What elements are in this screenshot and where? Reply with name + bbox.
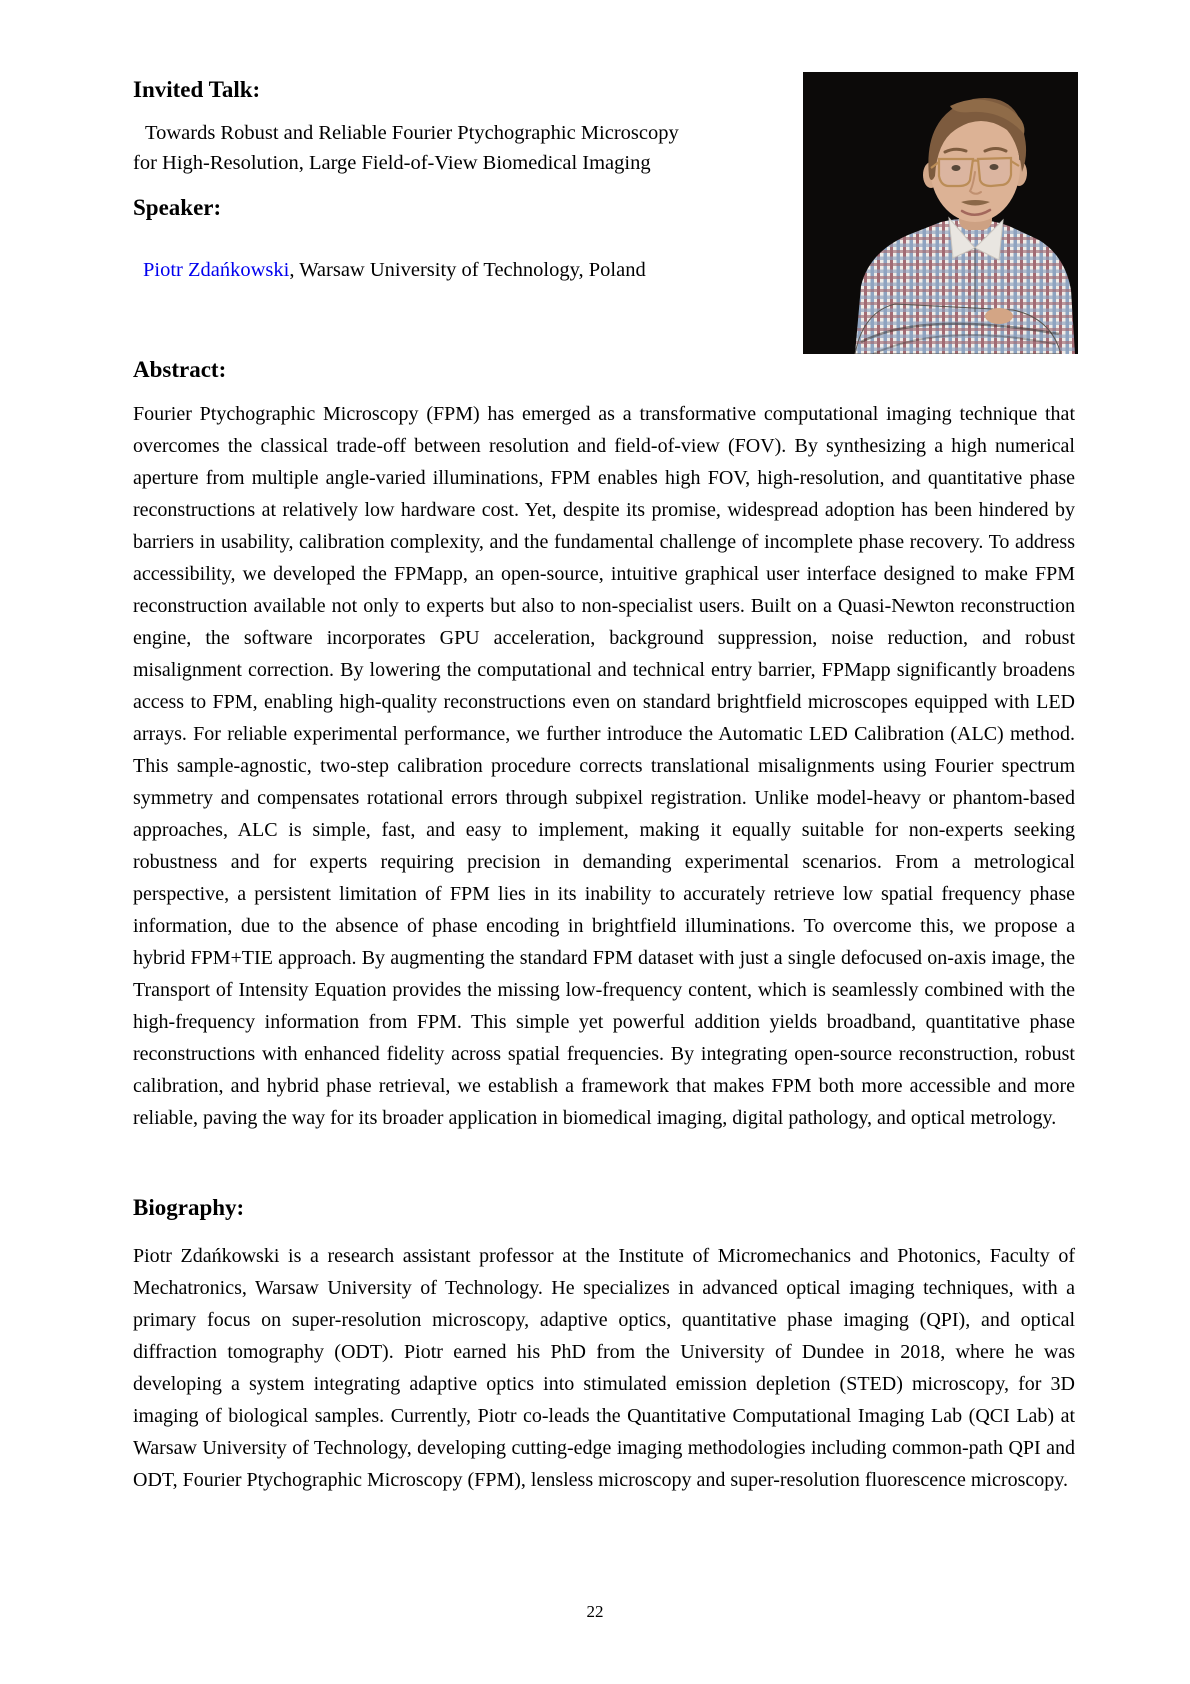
speaker-portrait-illustration: [803, 72, 1078, 354]
speaker-photo: [803, 72, 1078, 354]
speaker-affiliation: , Warsaw University of Technology, Poland: [289, 258, 646, 281]
talk-title-line1: Towards Robust and Reliable Fourier Ptychographic Microscopy: [145, 122, 679, 144]
page-number: 22: [586, 1602, 604, 1621]
abstract-heading: Abstract:: [133, 357, 227, 382]
biography-heading: Biography:: [133, 1195, 245, 1220]
speaker-line: [133, 257, 646, 284]
abstract-text: Fourier Ptychographic Microscopy (FPM) has emerged as a transformative computational imaging technique that overcomes the classical trade-off between resolution and field-of-view (FOV). By synthesizing a high numerical aperture from multiple angle-varied illuminations, FPM enables high FOV, high-resolution, and quantitative phase reconstructions at relatively low hardware cost. Yet, despite its promise, widespread adoption has been hindered by barriers in usability, calibration complexity, and the fundamental challenge of incomplete phase recovery. To address accessibility, we developed the FPMapp, an open-source, intuitive graphical user interface designed to make FPM reconstruction available not only to experts but also to non-specialist users. Built on a Quasi-Newton reconstruction engine, the software incorporates GPU acceleration, background suppression, noise reduction, and robust misalignment correction. By lowering the computational and technical entry barrier, FPMapp significantly broadens access to FPM, enabling high-quality reconstructions even on standard brightfield microscopes equipped with LED arrays. For reliable experimental performance, we further introduce the Automatic LED Calibration (ALC) method. This sample-agnostic, two-step calibration procedure corrects translational misalignments using Fourier spectrum symmetry and compensates rotational errors through subpixel registration. Unlike model-heavy or phantom-based approaches, ALC is simple, fast, and easy to implement, making it equally suitable for non-experts seeking robustness and for experts requiring precision in demanding experimental scenarios. From a metrological perspective, a persistent limitation of FPM lies in its inability to accurately retrieve low spatial frequency phase information, due to the absence of phase encoding in brightfield illuminations. To overcome this, we propose a hybrid FPM+TIE approach. By augmenting the standard FPM dataset with just a single defocused on-axis image, the Transport of Intensity Equation provides the missing low-frequency content, which is seamlessly combined with the high-frequency information from FPM. This simple yet powerful addition yields broadband, quantitative phase reconstructions with enhanced fidelity across spatial frequencies. By integrating open-source reconstruction, robust calibration, and hybrid phase retrieval, we establish a framework that makes FPM both more accessible and more reliable, paving the way for its broader application in biomedical imaging, digital pathology, and optical metrology.: [133, 403, 1075, 1129]
invited-talk-heading: Invited Talk:: [133, 77, 261, 102]
speaker-name-link[interactable]: Piotr Zdańkowski: [143, 258, 290, 281]
talk-title: [133, 119, 795, 178]
biography-text: Piotr Zdańkowski is a research assistant professor at the Institute of Micromechanics and Photonics, Faculty of Mechatronics, Warsaw University of Technology. He specializes in advanced optical imaging techniques, with a primary focus on super-resolution microscopy, adaptive optics, quantitative phase imaging (QPI), and optical diffraction tomography (ODT). Piotr earned his PhD from the University of Dundee in 2018, where he was developing a system integrating adaptive optics into stimulated emission depletion (STED) microscopy, for 3D imaging of biological samples. Currently, Piotr co-leads the Quantitative Computational Imaging Lab (QCI Lab) at Warsaw University of Technology, developing cutting-edge imaging methodologies including common-path QPI and ODT, Fourier Ptychographic Microscopy (FPM), lensless microscopy and super-resolution fluorescence microscopy.: [133, 1245, 1075, 1491]
speaker-heading: Speaker:: [133, 195, 222, 220]
talk-title-line2: for High-Resolution, Large Field-of-View Biomedical Imaging: [133, 151, 651, 174]
